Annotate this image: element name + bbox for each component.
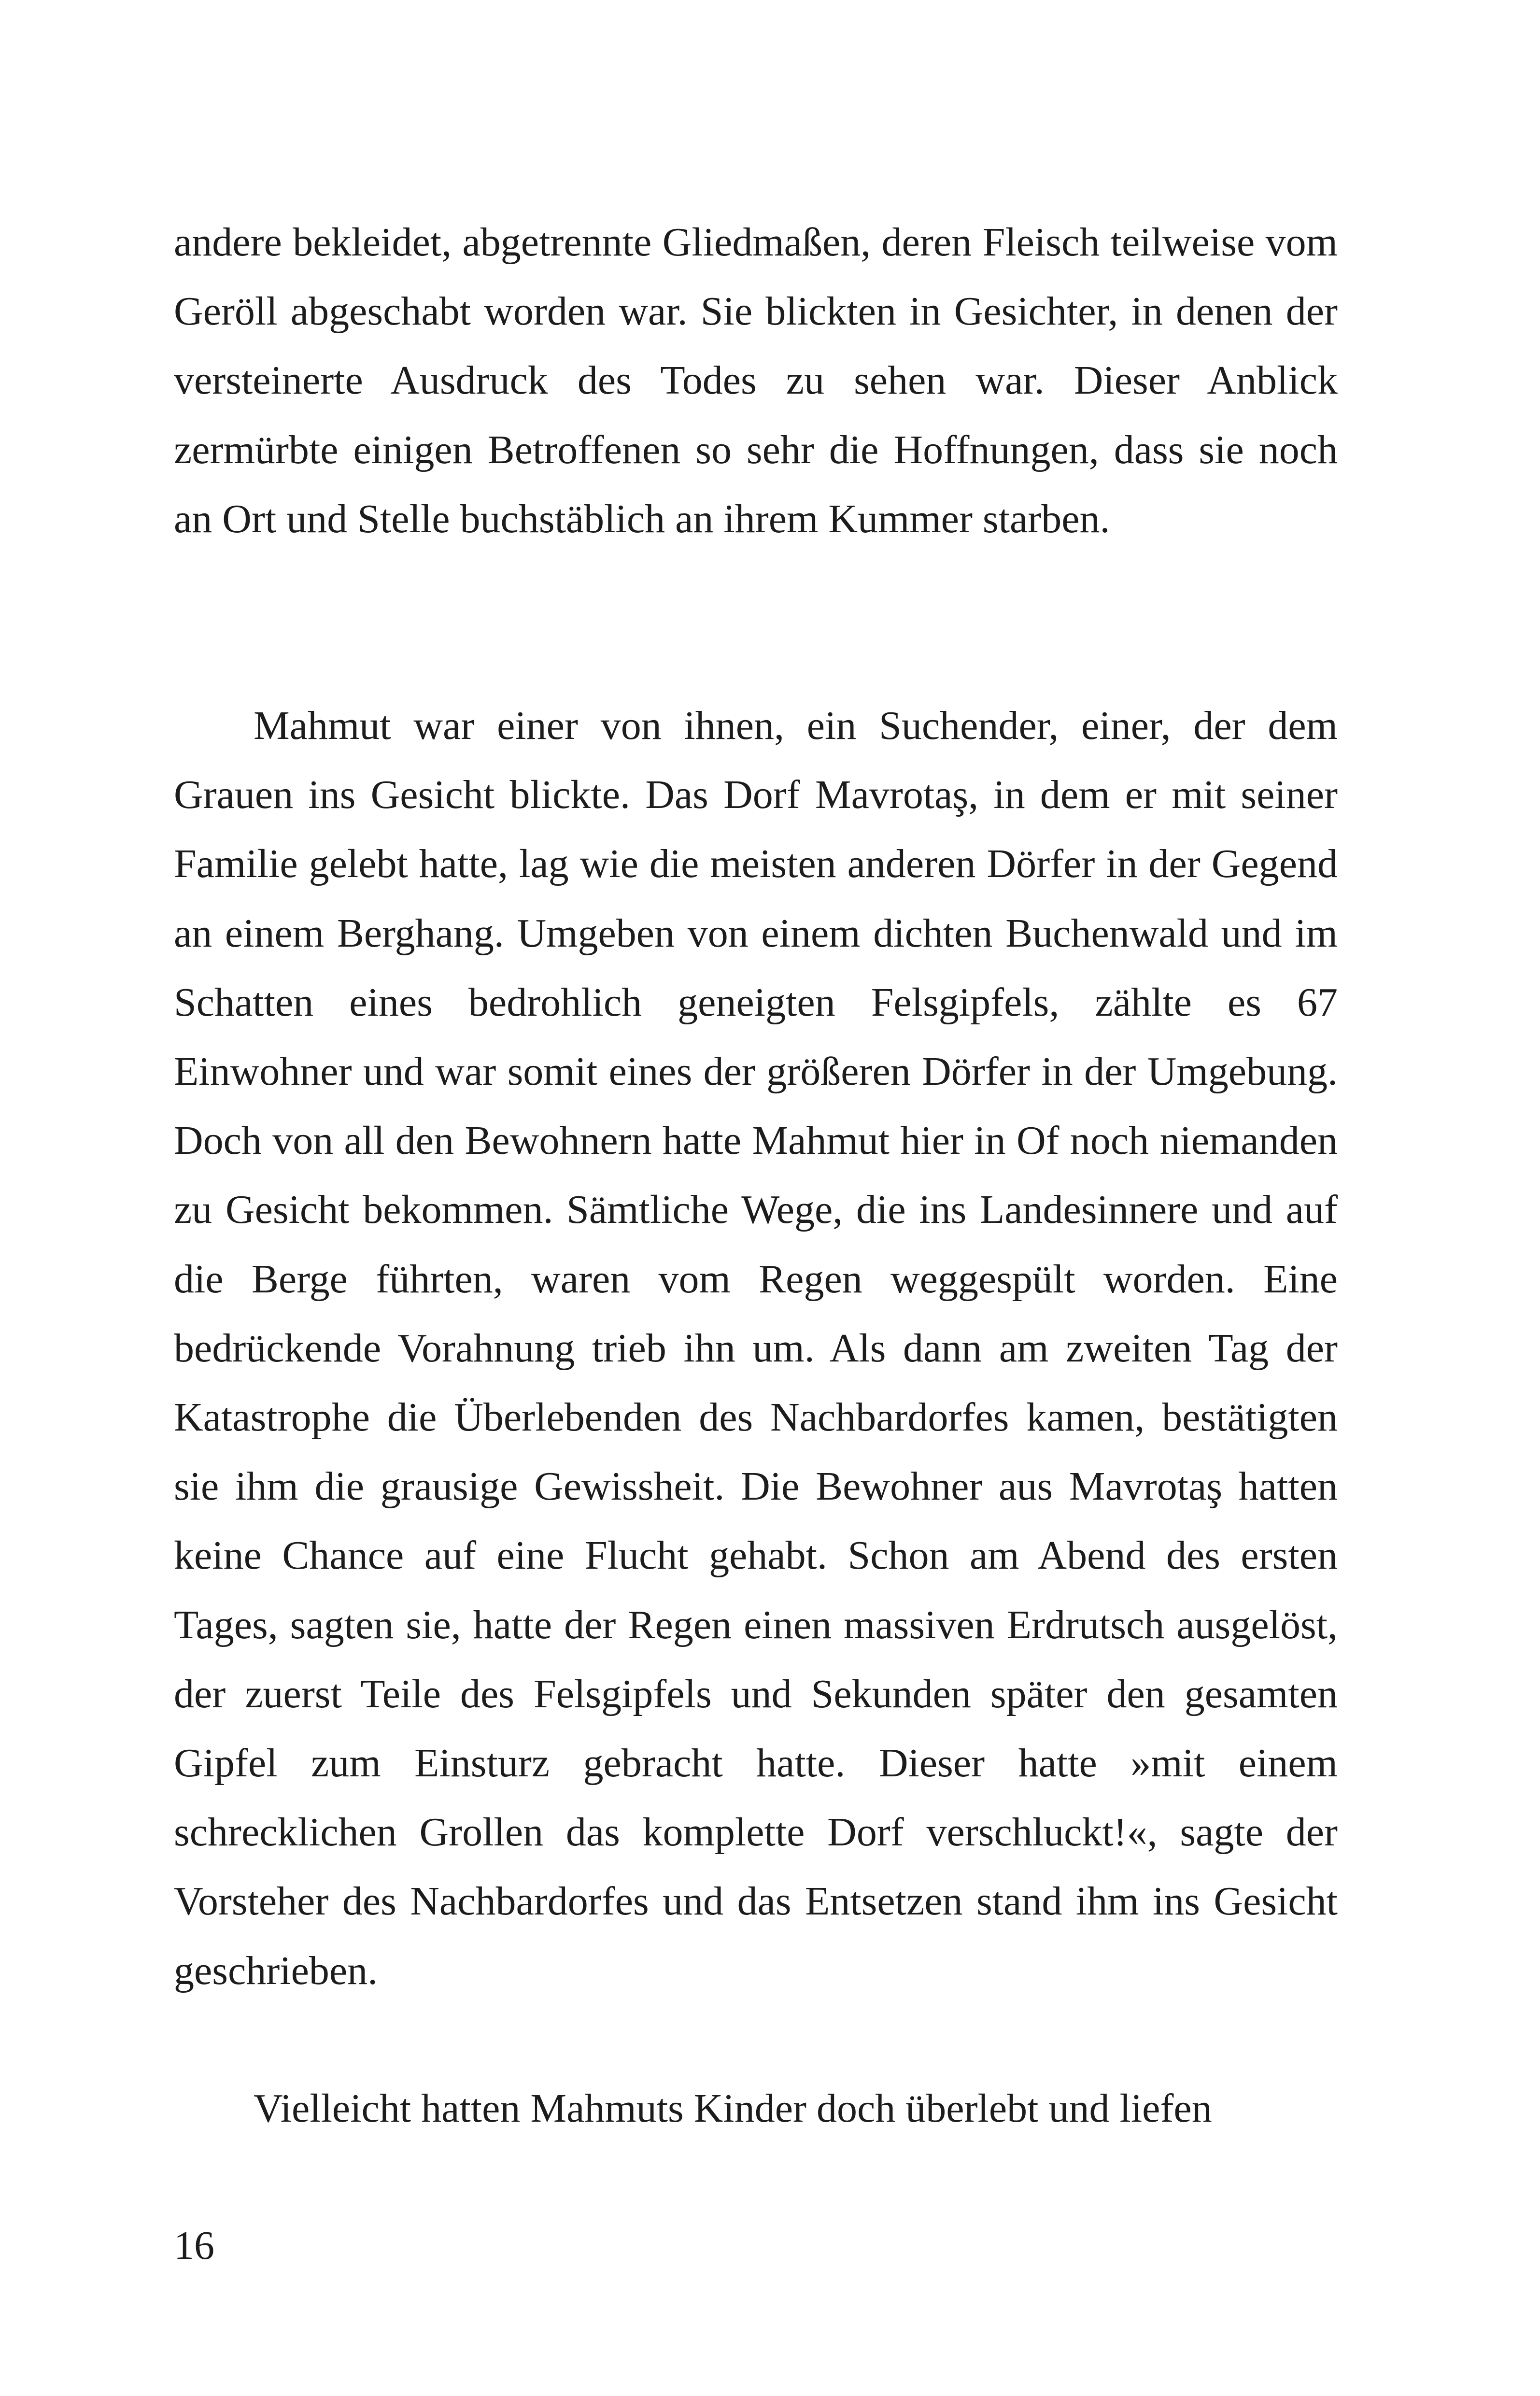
paragraph-continuation: andere bekleidet, abgetrennte Gliedmaßen, deren Fleisch teilweise vom Geröll abgeschabt worden war. Sie blickten in Gesichter, in denen der versteinerte Ausdruck des Todes zu sehen war. Dieser Anblick zermürbte einigen Betroffenen so sehr die Hoffnungen, dass sie noch an Ort und Stelle buchstäblich an ihrem Kummer starben. (174, 220, 1338, 541)
page-number: 16 (174, 2223, 214, 2268)
paragraph-mahmut: Mahmut war einer von ihnen, ein Suchender, einer, der dem Grauen ins Gesicht blickte. Das Dorf Mavrotaş, in dem er mit seiner Familie gelebt hatte, lag wie die meisten anderen Dörfer in der Gegend an einem Berghang. Umgeben von einem dichten Buchenwald und im Schatten eines bedrohlich geneigten Felsgipfels, zählte es 67 Einwohner und war somit eines der größeren Dörfer in der Umgebung. Doch von all den Bewohnern hatte Mahmut hier in Of noch niemanden zu Gesicht bekommen. Sämtliche Wege, die ins Landesinnere und auf die Berge führten, waren vom Regen weggespült worden. Eine bedrückende Vorahnung trieb ihn um. Als dann am zweiten Tag der Katastrophe die Überlebenden des Nachbardorfes kamen, bestätigten sie ihm die grausige Gewissheit. Die Bewohner aus Mavrotaş hatten keine Chance auf eine Flucht gehabt. Schon am Abend des ersten Tages, sagten sie, hatte der Regen einen massiven Erdrutsch ausgelöst, der zuerst Teile des Felsgipfels und Sekunden später den gesamten Gipfel zum Einsturz gebracht hatte. Dieser hatte »mit einem schrecklichen Grollen das komplette Dorf verschluckt!«, sagte der Vorsteher des Nachbardorfes und das Entsetzen stand ihm ins Gesicht geschrieben. (174, 703, 1338, 1993)
paragraph-vielleicht: Vielleicht hatten Mahmuts Kinder doch überlebt und liefen (254, 2086, 1212, 2131)
